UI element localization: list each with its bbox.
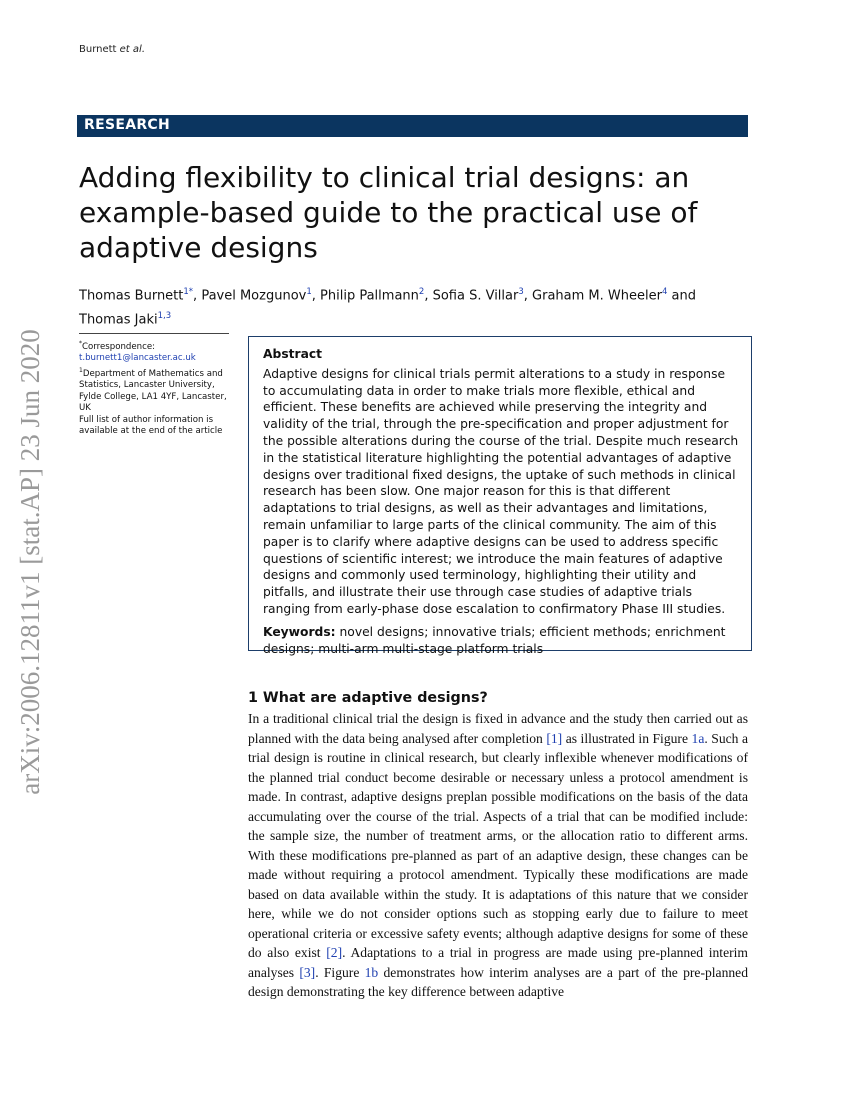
section-body <box>248 709 748 1002</box>
running-head <box>79 44 145 55</box>
author-name: Thomas Jaki <box>79 312 158 328</box>
body-text-run: . Adaptations to a trial in progress are made using pre-planned interim analyses <box>248 945 748 980</box>
body-text-run: . Figure <box>315 964 365 980</box>
author-info-note: Full list of author information is available at the end of the article <box>79 414 223 437</box>
author-affiliation-mark[interactable]: 1 <box>306 287 312 297</box>
correspondence-sidebar <box>79 333 229 438</box>
author-affiliation-mark[interactable]: 2 <box>418 287 425 297</box>
citation-link[interactable]: [1] <box>546 730 563 746</box>
corr-mark: * <box>79 340 82 347</box>
corr-email-link[interactable]: t.burnett1@lancaster.ac.uk <box>79 353 196 364</box>
abstract-text: Adaptive designs for clinical trials permit alterations to a study in response to accumulating data in order to make trials more flexible, ethical and efficient. These benefits are achieved while preserving the integrity and validity of the trial, through the pre-specification and proper adjustment for the possible alterations during the course of the trial. Despite much research in the statistical literature highlighting the potential advantages of adaptive designs over traditional fixed designs, the uptake of such methods in clinical research has been slow. One major reason for this is that different adaptations to trial designs, as well as their advantages and limitations, remain unfamiliar to large parts of the clinical community. The aim of this paper is to clarify where adaptive designs can be used to address specific questions of scientific interest; we introduce the main features of adaptive designs and commonly used terminology, highlighting their utility and pitfalls, and illustrate their use through case studies of adaptive trials ranging from early-phase dose escalation to confirmatory Phase III studies. <box>263 366 739 616</box>
author-name: Pavel Mozgunov <box>201 288 307 304</box>
body-text-run: as illustrated in Figure <box>562 730 692 746</box>
author-list <box>79 282 739 331</box>
running-head-etal: et al. <box>119 44 145 55</box>
keywords-text: novel designs; innovative trials; efficient methods; enrichment designs; multi-arm multi-stage platform trials <box>263 624 726 656</box>
citation-link[interactable]: [3] <box>299 964 316 980</box>
corr-label: Correspondence: <box>82 341 156 352</box>
keywords-label: Keywords: <box>263 624 336 639</box>
article-type-banner <box>77 115 748 137</box>
author-separator: and <box>667 288 696 304</box>
author-affiliation-mark[interactable]: 1* <box>183 287 194 297</box>
affiliation-text: Department of Mathematics and Statistics, Lancaster University, Fylde College, LA1 4YF, Lancaster, UK <box>79 368 227 414</box>
author-separator: , <box>424 288 433 304</box>
author-affiliation-mark[interactable]: 3 <box>518 287 524 297</box>
author-separator: , <box>523 288 533 304</box>
author-separator: , <box>193 288 202 304</box>
citation-link[interactable]: 1a <box>691 730 705 746</box>
abstract-box <box>248 336 752 656</box>
author-name: Thomas Burnett <box>79 288 184 304</box>
aff-mark: 1 <box>79 366 83 374</box>
citation-link[interactable]: 1b <box>364 964 379 980</box>
body-text-run: . Such a trial design is routine in clinical research, but clearly inflexible whenever modifications of the planned trial conduct become desirable or necessary unless a protocol amendment is made. In contrast, adaptive designs preplan possible modifications on the basis of the data accumulating over the course of the trial. Aspects of a trial that can be modified include: the sample size, the number of treatment arms, or the allocation ratio to different arms. With these modifications pre-planned as part of an adaptive design, these changes can be made without requiring a protocol amendment. Typically these modifications are made based on data available within the study. It is adaptations of this nature that we consider here, while we do not consider options such as stopping early due to failure to meet operational criteria or excessive safety events; although adaptive designs for some of these do also exist <box>248 730 748 960</box>
body-text-run: In a traditional clinical trial the design is fixed in advance and the study then carried out as planned with the data being analysed after completion <box>248 711 748 746</box>
arxiv-stamp: arXiv:2006.12811v1 [stat.AP] 23 Jun 2020 <box>15 329 45 795</box>
body-text-run: demonstrates how interim analyses are a part of the pre-planned design demonstrating the key difference between adaptive <box>248 964 748 999</box>
author-affiliation-mark[interactable]: 1,3 <box>157 311 172 322</box>
keywords <box>263 624 741 658</box>
citation-link[interactable]: [2] <box>326 945 343 960</box>
author-affiliation-mark[interactable]: 4 <box>661 287 668 297</box>
author-name: Sofia S. Villar <box>432 288 519 304</box>
article-type-label: RESEARCH <box>84 117 170 133</box>
section-heading: 1 What are adaptive designs? <box>248 690 488 706</box>
paper-title: Adding flexibility to clinical trial designs: an example-based guide to the practical use of adaptive designs <box>79 161 698 264</box>
abstract-heading: Abstract <box>263 347 323 361</box>
author-name: Graham M. Wheeler <box>532 288 662 304</box>
body-paragraph <box>248 709 748 1002</box>
author-separator: , <box>311 288 321 304</box>
running-head-author: Burnett <box>79 44 117 55</box>
author-name: Philip Pallmann <box>320 288 419 304</box>
